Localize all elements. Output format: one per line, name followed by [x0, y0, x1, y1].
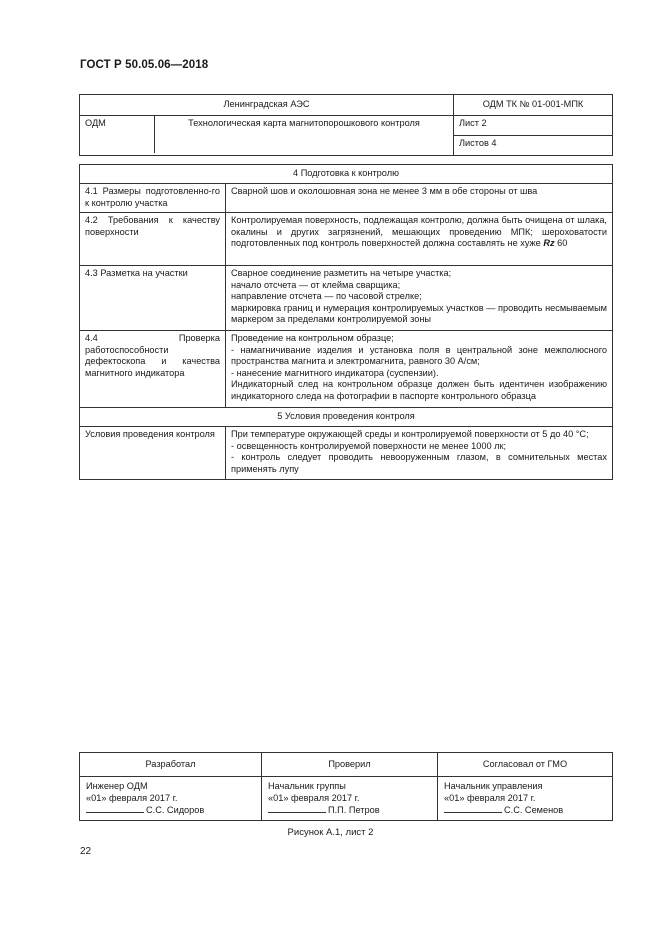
row-line: Проведение на контрольном образце; [231, 333, 394, 343]
table-row [80, 213, 613, 266]
approved-by-header: Согласовал от ГМО [438, 753, 613, 777]
sheet-number: Лист 2 [454, 116, 613, 136]
main-table [79, 164, 613, 480]
row-line: - намагничивание изделия и установка поля в центральной зоне межполюсного пространства магнита и электромагнита, равного 30 А/см; [231, 344, 607, 367]
department-code: ОДМ [80, 116, 155, 153]
organization-name: Ленинградская АЭС [80, 95, 454, 116]
row-line: При температуре окружающей среды и контролируемой поверхности от 5 до 40 °С; [231, 429, 589, 439]
table-row [80, 266, 613, 331]
row-text [226, 184, 613, 213]
row-line: Сварное соединение разметить на четыре участка; [231, 268, 452, 278]
card-title: Технологическая карта магнитопорошкового контроля [188, 118, 420, 128]
signature-cell [438, 777, 613, 821]
signer-name: С.С. Сидоров [146, 805, 205, 816]
developed-by-header: Разработал [80, 753, 262, 777]
row-label: 4.2 Требования к качеству поверхности [80, 213, 226, 266]
row-text [226, 266, 613, 331]
signature-blank [86, 804, 144, 813]
row-line: - контроль следует проводить невооруженным глазом, в сомнительных местах применять лупу [231, 452, 607, 474]
signer-position: Начальник группы [268, 781, 346, 791]
row-label: 4.4 Проверка работоспособности дефектоскопа и качества магнитного индикатора [80, 331, 226, 408]
row-text [226, 331, 613, 408]
row-line: - освещенность контролируемой поверхности не менее 1000 лк; [231, 440, 507, 451]
signature-blank [444, 804, 502, 813]
sheets-total: Листов 4 [454, 136, 613, 156]
row-text [226, 427, 613, 480]
row-line: маркировка границ и нумерация контролируемых участков — проводить несмываемым маркером за пределами контролируемой зоны [231, 302, 607, 325]
row-label: 4.3 Разметка на участки [80, 266, 226, 331]
signature-line [444, 804, 607, 817]
row-line: направление отсчета — по часовой стрелке; [231, 291, 422, 302]
roughness-symbol: Rz [543, 238, 555, 249]
row-text [226, 213, 613, 266]
table-row [80, 331, 613, 408]
row-line: Контролируемая поверхность, подлежащая контролю, должна быть очищена от шлака, окалины и других загрязнений, мешающих проведению МПК; шероховатости подготовленных под контроль поверхностей должна составлять не хуже [231, 215, 607, 249]
signer-position: Начальник управления [444, 781, 543, 791]
row-line: Сварной шов и околошовная зона не менее 3 мм в обе стороны от шва [231, 186, 538, 196]
table-row [80, 184, 613, 213]
row-line: начало отсчета — от клейма сварщика; [231, 279, 401, 290]
signer-name: С.С. Семенов [504, 805, 564, 816]
signature-date: «01» февраля 2017 г. [444, 792, 536, 803]
document-number: ОДМ ТК № 01-001-МПК [454, 95, 613, 116]
figure-caption: Рисунок А.1, лист 2 [287, 827, 374, 838]
checked-by-header: Проверил [262, 753, 438, 777]
table-row [80, 427, 613, 480]
signature-table [79, 752, 613, 821]
document-title: ГОСТ Р 50.05.06—2018 [80, 59, 209, 71]
page-number: 22 [80, 846, 92, 857]
signature-date: «01» февраля 2017 г. [268, 792, 360, 803]
card-title-cell [80, 116, 454, 156]
signature-line [86, 804, 256, 817]
roughness-value: 60 [557, 238, 568, 249]
signature-line [268, 804, 432, 817]
card-title-inner [80, 116, 453, 153]
section-5-title: 5 Условия проведения контроля [80, 408, 613, 427]
signer-name: П.П. Петров [328, 805, 380, 816]
header-table [79, 94, 613, 156]
signer-position: Инженер ОДМ [86, 781, 148, 791]
signature-cell [80, 777, 262, 821]
row-line: Индикаторный след на контрольном образце должен быть идентичен изображению индикаторного следа на фотографии в паспорте контрольного образца [231, 379, 607, 401]
signature-date: «01» февраля 2017 г. [86, 792, 178, 803]
signature-cell [262, 777, 438, 821]
row-label: 4.1 Размеры подготовленно-го к контролю участка [80, 184, 226, 213]
section-4-title: 4 Подготовка к контролю [80, 165, 613, 184]
signature-blank [268, 804, 326, 813]
row-label: Условия проведения контроля [80, 427, 226, 480]
row-line: - нанесение магнитного индикатора (суспензии). [231, 367, 439, 378]
